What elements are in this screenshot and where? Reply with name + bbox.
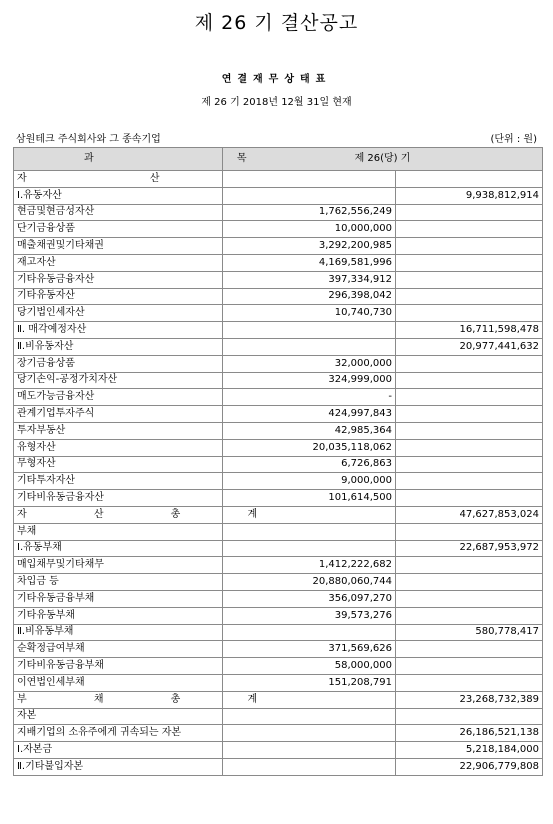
- subtotal-amount-cell: 47,627,853,024: [396, 506, 543, 523]
- subtotal-amount-cell: [396, 288, 543, 305]
- detail-amount-cell: 356,097,270: [223, 590, 396, 607]
- account-name-cell: 당기법인세자산: [14, 305, 223, 322]
- detail-amount-cell: [223, 523, 396, 540]
- company-name: 삼원테크 주식회사와 그 종속기업: [16, 134, 161, 145]
- account-name-cell: Ⅱ. 매각예정자산: [14, 322, 223, 339]
- account-name-cell: 무형자산: [14, 456, 223, 473]
- subtotal-amount-cell: [396, 641, 543, 658]
- detail-amount-cell: 32,000,000: [223, 355, 396, 372]
- detail-amount-cell: 58,000,000: [223, 658, 396, 675]
- detail-amount-cell: 296,398,042: [223, 288, 396, 305]
- table-row: [14, 171, 543, 188]
- account-name-cell: 투자부동산: [14, 422, 223, 439]
- subtotal-amount-cell: [396, 221, 543, 238]
- account-name-cell: 기타유동금융부채: [14, 590, 223, 607]
- account-name-cell: 단기금융상품: [14, 221, 223, 238]
- subtotal-amount-cell: 22,906,779,808: [396, 758, 543, 775]
- detail-amount-cell: 39,573,276: [223, 607, 396, 624]
- account-name-cell: 현금및현금성자산: [14, 204, 223, 221]
- subtotal-amount-cell: [396, 456, 543, 473]
- account-name-cell: 당기손익-공정가치자산: [14, 372, 223, 389]
- detail-amount-cell: 6,726,863: [223, 456, 396, 473]
- subtotal-amount-cell: [396, 574, 543, 591]
- subtotal-amount-cell: [396, 473, 543, 490]
- document-title: 제 26 기 결산공고: [194, 12, 359, 34]
- table-row: [14, 758, 543, 775]
- subtotal-amount-cell: [396, 674, 543, 691]
- balance-sheet-table: [13, 147, 543, 776]
- account-name-cell: 관계기업투자주식: [14, 406, 223, 423]
- subtotal-amount-cell: [396, 523, 543, 540]
- detail-amount-cell: [223, 742, 396, 759]
- table-row: [14, 187, 543, 204]
- detail-amount-cell: [223, 338, 396, 355]
- account-name-cell: 매입채무및기타채무: [14, 557, 223, 574]
- subtotal-amount-cell: [396, 490, 543, 507]
- account-name-cell: 유형자산: [14, 439, 223, 456]
- account-name-cell: 장기금융상품: [14, 355, 223, 372]
- table-row: [14, 708, 543, 725]
- table-row: [14, 691, 543, 708]
- table-row: [14, 355, 543, 372]
- subtotal-amount-cell: [396, 406, 543, 423]
- detail-amount-cell: 1,412,222,682: [223, 557, 396, 574]
- statement-subtitle: 연결재무상태표: [221, 74, 332, 85]
- account-name-cell: Ⅱ.기타불입자본: [14, 758, 223, 775]
- table-row: [14, 641, 543, 658]
- subtotal-amount-cell: 5,218,184,000: [396, 742, 543, 759]
- detail-amount-cell: 10,000,000: [223, 221, 396, 238]
- table-row: [14, 238, 543, 255]
- detail-amount-cell: 10,740,730: [223, 305, 396, 322]
- detail-amount-cell: [223, 171, 396, 188]
- table-row: [14, 590, 543, 607]
- detail-amount-cell: 20,035,118,062: [223, 439, 396, 456]
- detail-amount-cell: [223, 708, 396, 725]
- detail-amount-cell: 1,762,556,249: [223, 204, 396, 221]
- detail-amount-cell: 151,208,791: [223, 674, 396, 691]
- subtotal-amount-cell: [396, 590, 543, 607]
- table-row: [14, 557, 543, 574]
- subtotal-amount-cell: [396, 204, 543, 221]
- table-body: [14, 171, 543, 776]
- subtotal-amount-cell: 16,711,598,478: [396, 322, 543, 339]
- header-account: 과 목: [14, 148, 223, 171]
- detail-amount-cell: [223, 322, 396, 339]
- subtotal-amount-cell: [396, 708, 543, 725]
- subtotal-amount-cell: [396, 355, 543, 372]
- table-row: [14, 624, 543, 641]
- table-row: [14, 204, 543, 221]
- subtotal-amount-cell: [396, 422, 543, 439]
- subtotal-amount-cell: 9,938,812,914: [396, 187, 543, 204]
- detail-amount-cell: 101,614,500: [223, 490, 396, 507]
- table-header-row: [14, 148, 543, 171]
- detail-amount-cell: [223, 624, 396, 641]
- subtotal-amount-cell: 20,977,441,632: [396, 338, 543, 355]
- account-name-cell: Ⅰ.자본금: [14, 742, 223, 759]
- detail-amount-cell: [223, 725, 396, 742]
- detail-amount-cell: [223, 758, 396, 775]
- account-name-cell: Ⅱ.비유동부채: [14, 624, 223, 641]
- table-row: [14, 322, 543, 339]
- account-name-cell: Ⅱ.비유동자산: [14, 338, 223, 355]
- account-name-cell: 기타비유동금융부채: [14, 658, 223, 675]
- table-row: [14, 456, 543, 473]
- subtotal-amount-cell: [396, 271, 543, 288]
- detail-amount-cell: 397,334,912: [223, 271, 396, 288]
- subtotal-amount-cell: 23,268,732,389: [396, 691, 543, 708]
- table-row: [14, 490, 543, 507]
- subtotal-amount-cell: [396, 557, 543, 574]
- subtotal-amount-cell: [396, 171, 543, 188]
- subtotal-amount-cell: [396, 439, 543, 456]
- table-row: [14, 305, 543, 322]
- table-row: [14, 674, 543, 691]
- account-name-cell: 기타유동부채: [14, 607, 223, 624]
- detail-amount-cell: 42,985,364: [223, 422, 396, 439]
- table-row: [14, 725, 543, 742]
- detail-amount-cell: -: [223, 389, 396, 406]
- detail-amount-cell: [223, 187, 396, 204]
- account-name-cell: 부채: [14, 523, 223, 540]
- account-name-cell: 이연법인세부채: [14, 674, 223, 691]
- account-name-cell: 부 채 총 계: [14, 691, 223, 708]
- table-row: [14, 271, 543, 288]
- subtotal-amount-cell: [396, 389, 543, 406]
- account-name-cell: 매도가능금융자산: [14, 389, 223, 406]
- table-row: [14, 473, 543, 490]
- table-row: [14, 523, 543, 540]
- account-name-cell: 지배기업의 소유주에게 귀속되는 자본: [14, 725, 223, 742]
- account-name-cell: 기타유동금융자산: [14, 271, 223, 288]
- account-name-cell: 기타비유동금융자산: [14, 490, 223, 507]
- table-row: [14, 506, 543, 523]
- table-row: [14, 406, 543, 423]
- account-name-cell: 자본: [14, 708, 223, 725]
- detail-amount-cell: 20,880,060,744: [223, 574, 396, 591]
- period-date-line: 제 26 기 2018년 12월 31일 현재: [201, 97, 352, 108]
- account-name-cell: 자 산 총 계: [14, 506, 223, 523]
- subtotal-amount-cell: [396, 254, 543, 271]
- subtotal-amount-cell: [396, 658, 543, 675]
- account-name-cell: 순확정급여부채: [14, 641, 223, 658]
- table-row: [14, 422, 543, 439]
- subtotal-amount-cell: 26,186,521,138: [396, 725, 543, 742]
- account-name-cell: 차입금 등: [14, 574, 223, 591]
- detail-amount-cell: 9,000,000: [223, 473, 396, 490]
- unit-label: (단위 : 원): [490, 134, 537, 145]
- detail-amount-cell: 324,999,000: [223, 372, 396, 389]
- table-row: [14, 607, 543, 624]
- header-period: 제 26(당) 기: [223, 148, 543, 171]
- subtotal-amount-cell: 580,778,417: [396, 624, 543, 641]
- account-name-cell: 기타유동자산: [14, 288, 223, 305]
- table-row: [14, 574, 543, 591]
- subtotal-amount-cell: [396, 607, 543, 624]
- subtotal-amount-cell: [396, 372, 543, 389]
- table-row: [14, 742, 543, 759]
- table-row: [14, 254, 543, 271]
- account-name-cell: 매출채권및기타채권: [14, 238, 223, 255]
- table-row: [14, 338, 543, 355]
- table-row: [14, 221, 543, 238]
- detail-amount-cell: 3,292,200,985: [223, 238, 396, 255]
- table-row: [14, 288, 543, 305]
- detail-amount-cell: [223, 540, 396, 557]
- account-name-cell: 기타투자자산: [14, 473, 223, 490]
- subtotal-amount-cell: 22,687,953,972: [396, 540, 543, 557]
- detail-amount-cell: 424,997,843: [223, 406, 396, 423]
- subtotal-amount-cell: [396, 238, 543, 255]
- detail-amount-cell: 371,569,626: [223, 641, 396, 658]
- account-name-cell: 재고자산: [14, 254, 223, 271]
- account-name-cell: Ⅰ.유동부채: [14, 540, 223, 557]
- subtotal-amount-cell: [396, 305, 543, 322]
- table-row: [14, 372, 543, 389]
- table-row: [14, 389, 543, 406]
- table-row: [14, 658, 543, 675]
- table-row: [14, 540, 543, 557]
- detail-amount-cell: 4,169,581,996: [223, 254, 396, 271]
- table-row: [14, 439, 543, 456]
- account-name-cell: 자 산: [14, 171, 223, 188]
- account-name-cell: Ⅰ.유동자산: [14, 187, 223, 204]
